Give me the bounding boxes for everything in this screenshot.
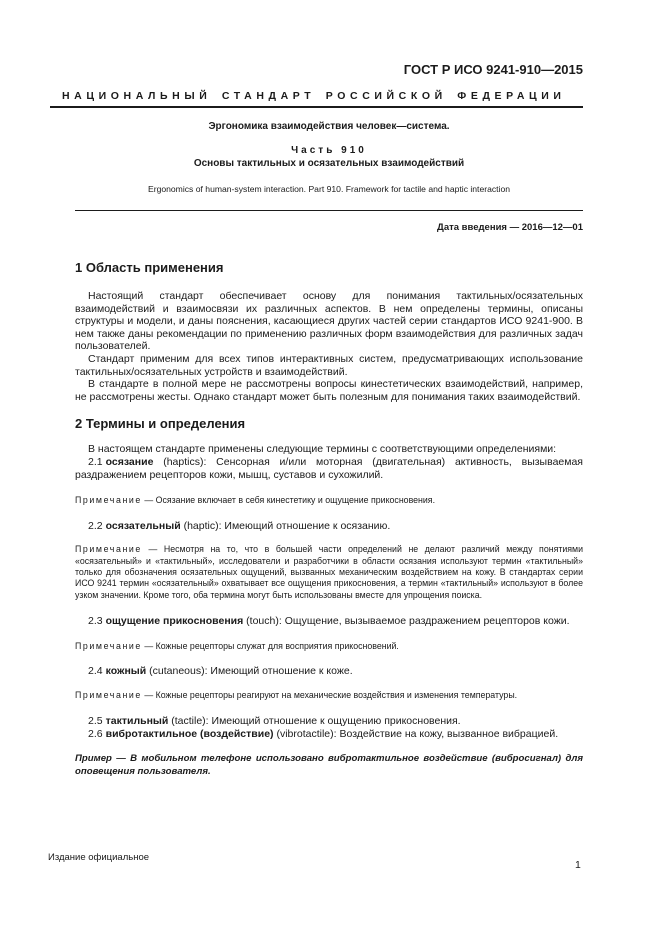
note-text: — Несмотря на то, что в большей части определений не делают различий между понятиями «осязательный» и «тактильный», исследователи и разработчики в области осязания используют термин «тактильный» только для обозначения осязательных ощущений, вызванных механическим воздействием на кожу. В стандартах серии ИСО 9241 термин «осязательный» охватывает все ощущения прикосновения, а термин «тактильный» используют в более узком значении. Кроме того, оба термина могут быть использованы вместе для упрощения поиска. [75,544,583,600]
term-number: 2.3 [88,615,103,628]
term-definition: (haptic): Имеющий отношение к осязанию. [180,519,391,532]
term-name: ощущение прикосновения [105,615,244,628]
page-number: 1 [575,859,581,871]
english-title: Ergonomics of human-system interaction. Part 910. Framework for tactile and haptic interaction [147,184,511,194]
effective-date: Дата введения — 2016—12—01 [437,222,583,233]
term-number: 2.2 [88,519,103,532]
document-subtitle: Основы тактильных и осязательных взаимодействий [193,158,465,169]
term-definition: (cutaneous): Имеющий отношение к коже. [146,665,353,678]
term-2-1 [75,456,583,481]
term-definition: (touch): Ощущение, вызываемое раздражением рецепторов кожи. [243,615,570,628]
term-2-3 [75,615,583,628]
term-number: 2.4 [88,665,103,678]
term-name: осязание [105,455,154,468]
example-label: Пример [75,753,112,765]
term-number: 2.5 [88,715,103,728]
note-text: — Кожные рецепторы служат для восприятия прикосновений. [141,640,399,651]
note-text: — Осязание включает в себя кинестетику и ощущение прикосновения. [141,495,436,506]
term-name: осязательный [105,519,181,532]
document-part: Часть 910 [291,145,367,156]
standard-code: ГОСТ Р ИСО 9241-910—2015 [403,62,583,77]
note-2-1 [75,495,583,506]
term-2-4 [75,665,583,678]
section-1-paragraph: Настоящий стандарт обеспечивает основу для понимания тактильных/осязательных взаимодействий и взаимосвязи их различных аспектов. В нем определены термины, описаны структуры и модели, и даны пояснения, касающиеся других частей серии стандартов ИСО 9241-900. В нем также даны рекомендации по применению различных форм взаимодействия для различных задач пользователей. [75,290,583,353]
header-divider [50,106,583,108]
example-text: — В мобильном телефоне использовано вибротактильное воздействие (вибросигнал) для оповещения пользователя. [75,753,583,777]
note-2-2 [75,544,583,601]
term-definition: (haptics): Сенсорная и/или моторная (двигательная) активность, вызываемая раздражением рецепторов кожи, мышц, суставов и сухожилий. [75,455,583,481]
term-2-2 [75,520,583,533]
section-1-paragraph: В стандарте в полной мере не рассмотрены вопросы кинестетических взаимодействий, например, не рассмотрены жесты. Однако стандарт может быть полезным для понимания таких взаимодействий. [75,378,583,403]
note-label: Примечание [75,544,142,555]
term-name: кожный [105,665,147,678]
title-divider [75,210,583,211]
section-1-heading: 1 Область применения [75,260,224,275]
document-body [75,260,583,779]
note-text: — Кожные рецепторы реагируют на механические воздействия и изменения температуры. [141,689,518,700]
national-standard-title: НАЦИОНАЛЬНЫЙ СТАНДАРТ РОССИЙСКОЙ ФЕДЕРАЦИИ [62,90,566,102]
example [75,753,583,778]
note-2-4 [75,690,583,701]
section-2-intro: В настоящем стандарте применены следующие термины с соответствующими определениями: [88,443,557,456]
term-number: 2.6 [88,727,103,740]
section-1-paragraph: Стандарт применим для всех типов интерактивных систем, предусматривающих использование тактильных/осязательных устройств и взаимодействий. [75,352,583,378]
note-label: Примечание [75,495,142,506]
document-title: Эргономика взаимодействия человек—система. [208,121,450,132]
term-number: 2.1 [88,455,103,468]
term-2-5 [75,715,583,728]
term-definition: (vibrotactile): Воздействие на кожу, вызванное вибрацией. [273,727,559,740]
term-definition: (tactile): Имеющий отношение к ощущению прикосновения. [168,715,461,728]
note-2-3 [75,641,583,652]
note-label: Примечание [75,689,142,700]
official-edition-label: Издание официальное [48,852,150,863]
note-label: Примечание [75,640,142,651]
section-2-heading: 2 Термины и определения [75,416,246,432]
term-name: тактильный [105,715,169,728]
term-2-6 [75,728,583,741]
term-name: вибротактильное (воздействие) [105,727,274,740]
